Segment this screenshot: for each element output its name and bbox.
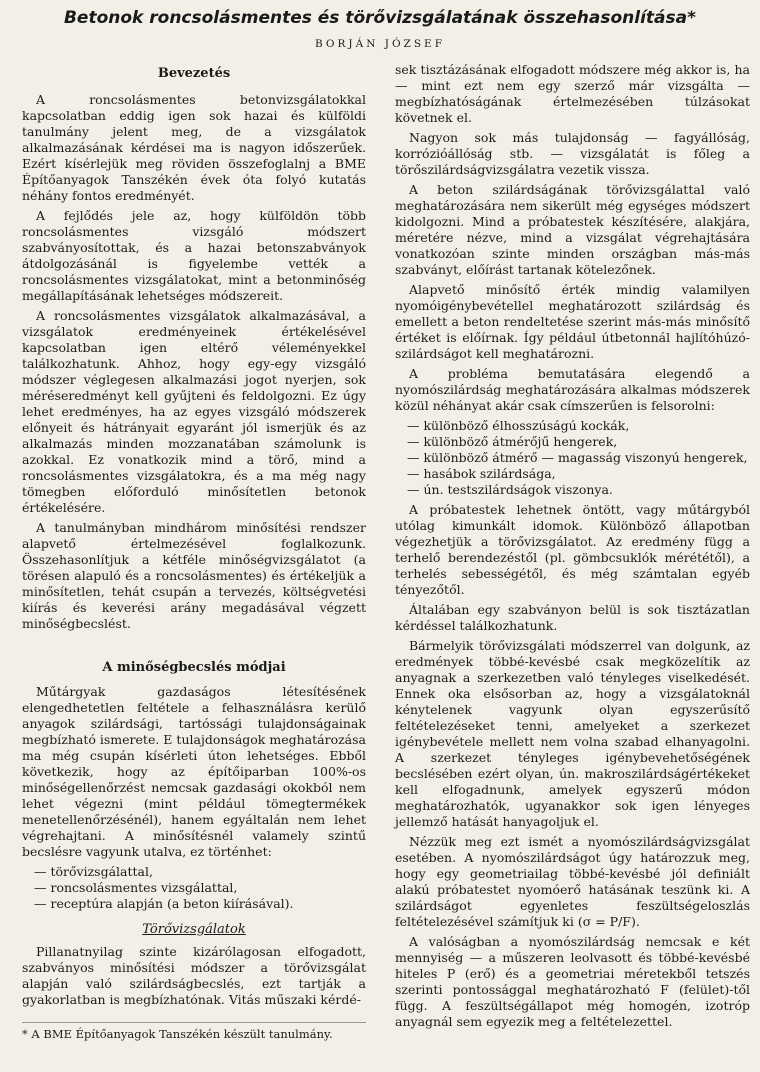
article-author: BORJÁN JÓZSEF bbox=[315, 38, 445, 50]
paragraph: A tanulmányban mindhárom minősítési rendszer alapvető értelmezésével foglalkozunk. Összehasonlítjuk a kétféle minőségvizsgálatot (a törésen alapuló és a roncsolásmentes) és értékeljük a minősítetlen, tehát csupán a tervezés, költségvetési kiírás és keverési arány megadásával végzett minőségbecslést. bbox=[22, 520, 366, 631]
paragraph: Nézzük meg ezt ismét a nyomószilárdságvizsgálat esetében. A nyomószilárdságot úgy határozzuk meg, hogy egy geometriailag többé-kevésbé jól definiált alakú próbatestet nyomóerő hatásának teszünk ki. A szilárdságot egyenletes feszültségeloszlás feltételezésével számítjuk ki (σ = P/F). bbox=[395, 834, 750, 929]
paragraph: A fejlődés jele az, hogy külföldön több roncsolásmentes vizsgáló módszert szabványosítottak, és a hazai betonszabványok átdolgozásánál is figyelembe vették a roncsolásmentes vizsgálatokat, mint a betonminőség megállapításának lehetséges módszereit. bbox=[22, 208, 366, 303]
list-item: — különböző élhosszúságú kockák, bbox=[407, 418, 750, 434]
paragraph: Általában egy szabványon belül is sok tisztázatlan kérdéssel találkozhatunk. bbox=[395, 602, 750, 633]
paragraph: A valóságban a nyomószilárdság nemcsak e két mennyiség — a műszeren leolvasott és többé-kevésbé hiteles P (erő) és a geometriai méretekből tetszés szerinti pontossággal meghatározható F (felület)-től függ. A feszültségállapot még homogén, izotróp anyagnál sem egyezik meg a feltételezettel. bbox=[395, 934, 750, 1029]
list-item: — törővizsgálattal, bbox=[34, 864, 366, 880]
paragraph: Alapvető minősítő érték mindig valamilyen nyomóigénybevétellel meghatározott szilárdság és emellett a beton rendeltetése szerint más-más minősítő értéket is előírnak. Így például útbetonnál hajlítóhúzó-szilárdságot kell meghatározni. bbox=[395, 282, 750, 361]
list-item: — különböző átmérő — magasság viszonyú hengerek, bbox=[407, 450, 750, 466]
paragraph: A probléma bemutatására elegendő a nyomószilárdság meghatározására alkalmas módszerek közül néhányat akár csak címszerűen is felsorolni: bbox=[395, 366, 750, 413]
list-item: — ún. testszilárdságok viszonya. bbox=[407, 482, 750, 498]
paragraph: A próbatestek lehetnek öntött, vagy műtárgyból utólag kimunkált idomok. Különböző állapotban végezhetjük a törővizsgálatot. Az eredmény függ a terhelő berendezéstől (pl. gömbcsuklók mérététől), a terhelés sebességétől, és még számtalan egyéb tényezőtől. bbox=[395, 502, 750, 597]
paragraph: A roncsolásmentes vizsgálatok alkalmazásával, a vizsgálatok eredményeinek értékelésével kapcsolatban igen eltérő véleményekkel találkozhatunk. Ahhoz, hogy egy-egy vizsgáló módszer véglegesen alkalmazási jogot nyerjen, sok méréseredményt kell gyűjteni és feldolgozni. Ez úgy lehet eredményes, ha az egyes vizsgáló módszerek előnyeit és hátrányait egyaránt jól ismerjük és az alkalmazás minden mozzanatában számolunk is azokkal. Ez vonatkozik mind a törő, mind a roncsolásmentes vizsgálatokra, és a ma még nagy tömegben előforduló minősítetlen betonok értékelésére. bbox=[22, 308, 366, 515]
section-heading-introduction: Bevezetés bbox=[157, 66, 231, 81]
paragraph: Nagyon sok más tulajdonság — fagyállóság, korrózióállóság stb. — vizsgálatát is főleg a törőszilárdságvizsgálatra vezetik vissza. bbox=[395, 130, 750, 177]
specimen-list bbox=[395, 418, 750, 498]
method-list bbox=[22, 864, 366, 912]
list-item: — különböző átmérőjű hengerek, bbox=[407, 434, 750, 450]
list-item: — hasábok szilárdsága, bbox=[407, 466, 750, 482]
paragraph: Bármelyik törővizsgálati módszerrel van dolgunk, az eredmények többé-kevésbé csak megközelítik az anyagnak a szerkezetben való tényleges viselkedését. Ennek oka elsősorban az, hogy a vizsgálatoknál kénytelenek vagyunk olyan egyszerűsítő feltételezéseket tenni, amelyeket a szerkezet igénybevétele mellett nem volna szabad elhanyagolni. A szerkezet tényleges igénybevehetőségének becslésében ezért olyan, ún. makroszilárdságértékeket kell elfogadnunk, amelyek egyszerű módon meghatározhatók, ugyanakkor sok igen lényeges jellemző hatását hanyagoljuk el. bbox=[395, 638, 750, 829]
right-column bbox=[395, 62, 750, 1034]
article-title: Betonok roncsolásmentes és törővizsgálatának összehasonlítása* bbox=[63, 8, 697, 28]
list-item: — receptúra alapján (a beton kiírásával). bbox=[34, 896, 366, 912]
paragraph: Pillanatnyilag szinte kizárólagosan elfogadott, szabványos minősítési módszer a törővizsgálat alapján való szilárdságbecslés, ezt tartják a gyakorlatban is megbízhatónak. Vitás műszaki kérdé- bbox=[22, 944, 366, 1007]
left-column bbox=[22, 66, 366, 1012]
paragraph: A roncsolásmentes betonvizsgálatokkal kapcsolatban eddig igen sok hazai és külföldi tanulmány jelent meg, de a vizsgálatok alkalmazásának kérdései ma is nagyon időszerűek. Ezért kísérlejük meg röviden összefoglalnj a BME Építőanyagok Tanszékén évek óta folyó kutatás néhány fontos eredményét. bbox=[22, 92, 366, 203]
paragraph: A beton szilárdságának törővizsgálattal való meghatározására nem sikerült még egységes módszert kidolgozni. Mind a próbatestek készítésére, alakjára, méretére nézve, mind a vizsgálat végrehajtására vonatkozóan szinte minden országban más-más szabványt, előírást tartanak kötelezőnek. bbox=[395, 182, 750, 277]
section-heading-estimation-methods: A minőségbecslés módjai bbox=[102, 660, 286, 675]
paragraph: Műtárgyak gazdaságos létesítésének elengedhetetlen feltétele a felhasználásra kerülő anyagok szilárdsági, tartóssági tulajdonságainak megbízható ismerete. E tulajdonságok meghatározása ma még csupán kísérleti úton lehetséges. Ebből következik, hogy az építőiparban 100%-os minőségellenőrzést nemcsak gazdasági okokból nem lehet végezni (mint például tömegtermékek menetellenőrzésénél), hanem egyáltalán nem lehet végrehajtani. A minősítésnél valamely szintű becslésre vagyunk utalva, ez történhet: bbox=[22, 684, 366, 859]
list-item: — roncsolásmentes vizsgálattal, bbox=[34, 880, 366, 896]
footnote: * A BME Építőanyagok Tanszékén készült tanulmány. bbox=[22, 1022, 366, 1042]
subsection-heading-crush-tests: Törővizsgálatok bbox=[142, 922, 246, 937]
paragraph: sek tisztázásának elfogadott módszere még akkor is, ha — mint ezt nem egy szerző már vizsgálta — megbízhatóságának értelmezésében túlzásokat követnek el. bbox=[395, 62, 750, 125]
